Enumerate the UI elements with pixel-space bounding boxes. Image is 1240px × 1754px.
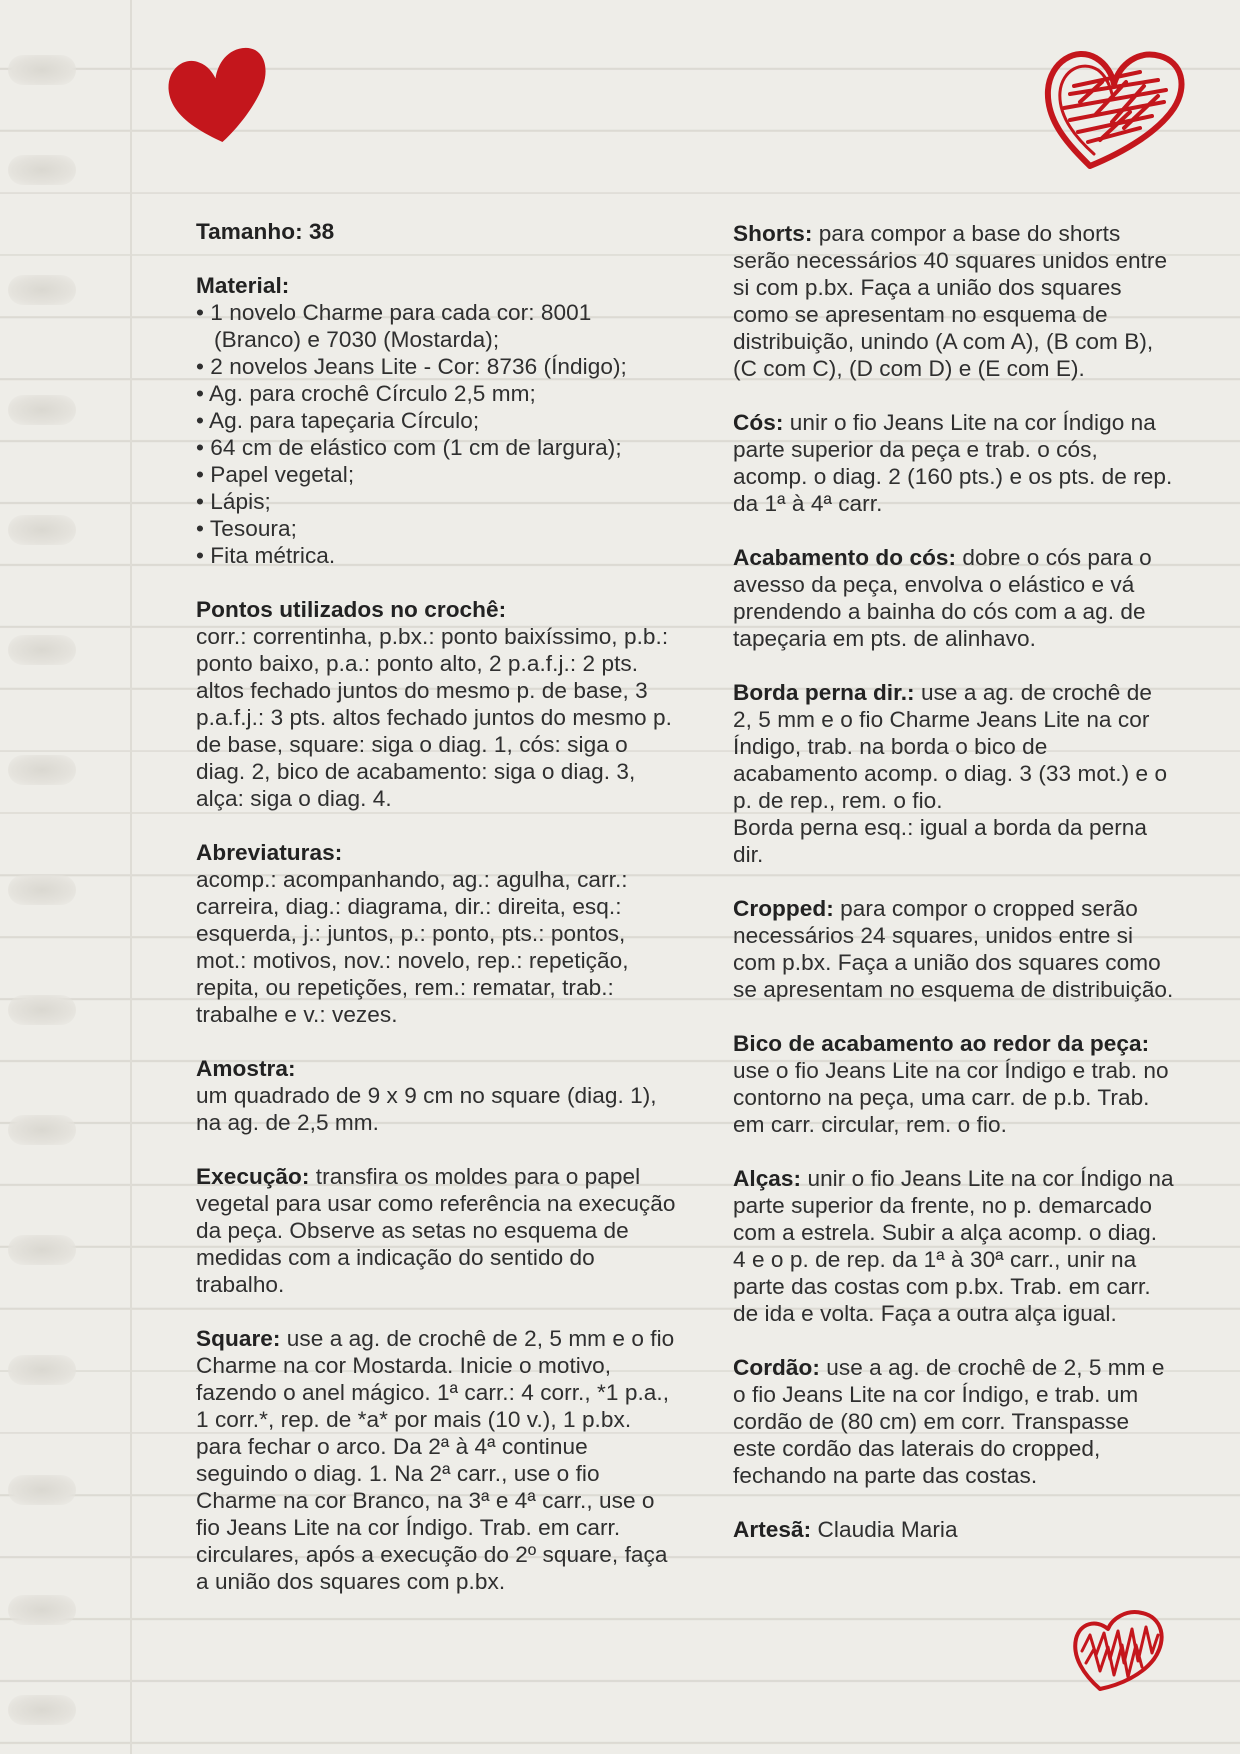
- execucao-text: transfira os moldes para o papel vegetal para usar como referência na execução da peça. Observe as setas no esquema de medidas com a indicação do sentido do trabalho.: [196, 1164, 676, 1297]
- borda-perna-text: use a ag. de crochê de 2, 5 mm e o fio Charme Jeans Lite na cor Índigo, trab. na borda o bico de acabamento acomp. o diag. 3 (33 mot.) e o p. de rep., rem. o fio.: [733, 680, 1168, 813]
- binder-hole: [8, 635, 76, 665]
- material-section: [196, 272, 680, 569]
- list-item: • Ag. para tapeçaria Círculo;: [196, 408, 480, 433]
- abreviaturas-text: acomp.: acompanhando, ag.: agulha, carr.: carreira, diag.: diagrama, dir.: direita, esq.: esquerda, j.: juntos, p.: ponto, pts.: pontos, mot.: motivos, nov.: novelo, rep.: repetição, repita, ou repetições, rem.: rematar, trab.: trabalhe e v.: vezes.: [196, 867, 629, 1027]
- amostra-text: um quadrado de 9 x 9 cm no square (diag. 1), na ag. de 2,5 mm.: [196, 1083, 657, 1135]
- square-label: Square:: [196, 1326, 281, 1351]
- binder-hole: [8, 275, 76, 305]
- acabamento-cos-section: [733, 544, 1175, 652]
- cordao-label: Cordão:: [733, 1355, 820, 1380]
- left-column: [196, 218, 680, 1622]
- list-item: • 2 novelos Jeans Lite - Cor: 8736 (Índigo);: [196, 354, 627, 379]
- bico-section: [733, 1030, 1175, 1138]
- binder-hole: [8, 875, 76, 905]
- binder-hole: [8, 515, 76, 545]
- binder-hole: [8, 1235, 76, 1265]
- square-text: use a ag. de crochê de 2, 5 mm e o fio Charme na cor Mostarda. Inicie o motivo, fazendo o anel mágico. 1ª carr.: 4 corr., *1 p.a., 1 corr.*, rep. de *a* por mais (10 v.), 1 p.bx. para fechar o arco. Da 2ª à 4ª continue seguindo o diag. 1. Na 2ª carr., use o fio Charme na cor Branco, na 3ª e 4ª carr., use o fio Jeans Lite na cor Índigo. Trab. em carr. circulares, após a execução do 2º square, faça a união dos squares com p.bx.: [196, 1326, 675, 1594]
- cos-text: unir o fio Jeans Lite na cor Índigo na parte superior da peça e trab. o cós, acomp. o diag. 2 (160 pts.) e os pts. de rep. da 1ª à 4ª carr.: [733, 410, 1173, 516]
- list-item: • 64 cm de elástico com (1 cm de largura);: [196, 435, 622, 460]
- size-section: [196, 218, 680, 245]
- shorts-text: para compor a base do shorts serão necessários 40 squares unidos entre si com p.bx. Faça a união dos squares como se apresentam no esquema de distribuição, unindo (A com A), (B com B), (C com C), (D com D) e (E com E).: [733, 221, 1168, 381]
- binder-hole: [8, 1695, 76, 1725]
- pontos-label: Pontos utilizados no crochê:: [196, 597, 507, 622]
- borda-perna-section: [733, 679, 1175, 868]
- binder-hole: [8, 1355, 76, 1385]
- binder-holes: [0, 0, 110, 1754]
- execucao-label: Execução:: [196, 1164, 310, 1189]
- execucao-section: [196, 1163, 680, 1298]
- list-item: • 1 novelo Charme para cada cor: 8001 (Branco) e 7030 (Mostarda);: [196, 300, 592, 352]
- list-item: • Fita métrica.: [196, 543, 336, 568]
- amostra-section: [196, 1055, 680, 1136]
- notebook-margin-line: [130, 0, 132, 1754]
- size-label: Tamanho: 38: [196, 219, 335, 244]
- material-list: [196, 299, 680, 569]
- scribble-heart-icon: [1040, 42, 1190, 172]
- shorts-label: Shorts:: [733, 221, 813, 246]
- cropped-section: [733, 895, 1175, 1003]
- amostra-label: Amostra:: [196, 1056, 296, 1081]
- material-label: Material:: [196, 273, 290, 298]
- cordao-text: use a ag. de crochê de 2, 5 mm e o fio Jeans Lite na cor Índigo, e trab. um cordão de (80 cm) em corr. Transpasse este cordão das laterais do cropped, fechando na parte das costas.: [733, 1355, 1165, 1488]
- cropped-text: para compor o cropped serão necessários 24 squares, unidos entre si com p.bx. Faça a união dos squares como se apresentam no esquema de distribuição.: [733, 896, 1174, 1002]
- list-item: • Ag. para crochê Círculo 2,5 mm;: [196, 381, 536, 406]
- borda-perna-label: Borda perna dir.:: [733, 680, 915, 705]
- abreviaturas-label: Abreviaturas:: [196, 840, 343, 865]
- binder-hole: [8, 755, 76, 785]
- binder-hole: [8, 1475, 76, 1505]
- bico-label: Bico de acabamento ao redor da peça:: [733, 1031, 1150, 1056]
- square-section: [196, 1325, 680, 1595]
- bico-text: use o fio Jeans Lite na cor Índigo e trab. no contorno na peça, uma carr. de p.b. Trab. em carr. circular, rem. o fio.: [733, 1058, 1169, 1137]
- small-scribble-heart-icon: [1070, 1605, 1170, 1695]
- list-item: • Tesoura;: [196, 516, 297, 541]
- pontos-text: corr.: correntinha, p.bx.: ponto baixíssimo, p.b.: ponto baixo, p.a.: ponto alto, 2 p.a.f.j.: 2 pts. altos fechado juntos do mesmo p. de base, 3 p.a.f.j.: 3 pts. altos fechado juntos do mesmo p. de base, square: siga o diag. 1, cós: siga o diag. 2, bico de acabamento: siga o diag. 3, alça: siga o diag. 4.: [196, 624, 672, 811]
- pontos-section: [196, 596, 680, 812]
- cos-label: Cós:: [733, 410, 784, 435]
- cordao-section: [733, 1354, 1175, 1489]
- cos-section: [733, 409, 1175, 517]
- binder-hole: [8, 1595, 76, 1625]
- acabamento-cos-text: dobre o cós para o avesso da peça, envolva o elástico e vá prendendo a bainha do cós com a ag. de tapeçaria em pts. de alinhavo.: [733, 545, 1152, 651]
- artesa-section: [733, 1516, 1175, 1543]
- binder-hole: [8, 55, 76, 85]
- binder-hole: [8, 1115, 76, 1145]
- list-item: • Papel vegetal;: [196, 462, 355, 487]
- alcas-label: Alças:: [733, 1166, 802, 1191]
- alcas-text: unir o fio Jeans Lite na cor Índigo na parte superior da frente, no p. demarcado com a estrela. Subir a alça acomp. o diag. 4 e o p. de rep. da 1ª à 30ª carr., unir na parte das costas com p.bx. Trab. em carr. de ida e volta. Faça a outra alça igual.: [733, 1166, 1174, 1326]
- borda-perna-esq-text: Borda perna esq.: igual a borda da perna dir.: [733, 815, 1148, 867]
- right-column: [733, 220, 1175, 1570]
- list-item: • Lápis;: [196, 489, 271, 514]
- abreviaturas-section: [196, 839, 680, 1028]
- cropped-label: Cropped:: [733, 896, 834, 921]
- binder-hole: [8, 995, 76, 1025]
- heart-icon: [164, 46, 274, 146]
- alcas-section: [733, 1165, 1175, 1327]
- binder-hole: [8, 155, 76, 185]
- artesa-label: Artesã:: [733, 1517, 812, 1542]
- artesa-name: Claudia Maria: [811, 1517, 958, 1542]
- binder-hole: [8, 395, 76, 425]
- shorts-section: [733, 220, 1175, 382]
- acabamento-cos-label: Acabamento do cós:: [733, 545, 957, 570]
